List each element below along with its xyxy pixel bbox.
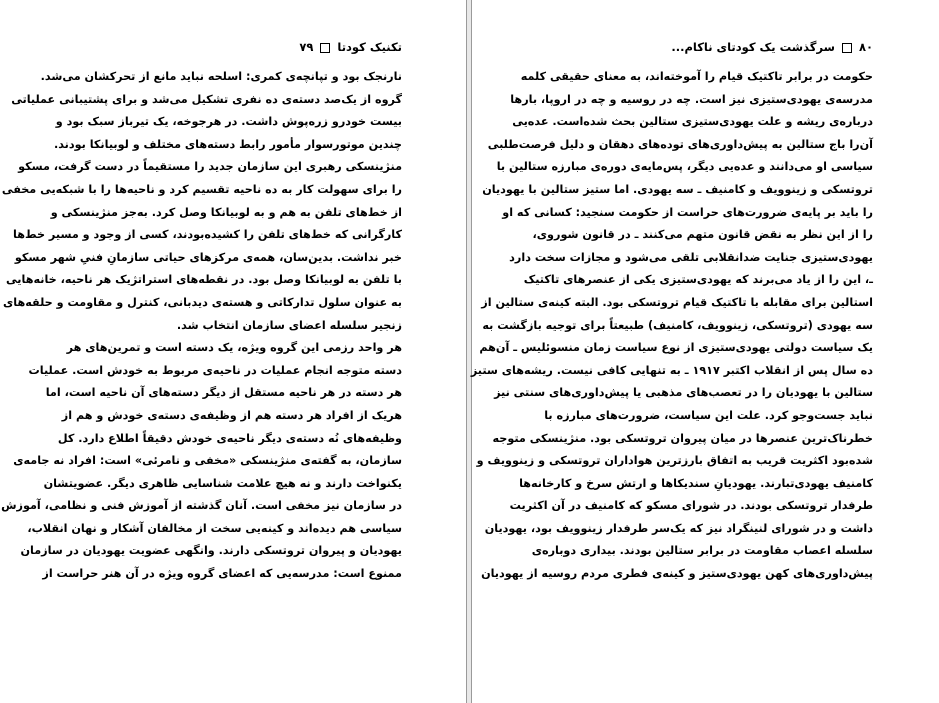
text-line: یک سیاست دولتی یهودی‌ستیزی از نوع سیاست زمان منسوئلیس ـ آن‌هم: [479, 341, 873, 355]
text-line: سه یهودی (تروتسکی، زینوویف، کامنیف) طبیعتاً برای توجیه بازگشت به: [482, 318, 873, 332]
text-line: گروه از یک‌صد دسته‌ی ده نفری تشکیل می‌شد و برای پشتیبانی عملیاتی: [11, 92, 402, 106]
text-line: آن‌را باج ستالین به پیش‌داوری‌های توده‌های دهقان و دلیل فرصت‌طلبی: [487, 137, 873, 151]
text-line: نباید جست‌وجو کرد. علت این سیاست، ضرورت‌های مبارزه با: [544, 408, 873, 422]
text-line: دسته متوجه انجام عملیات در ناحیه‌ی مربوط به خودش است. عملیات: [28, 363, 402, 377]
text-line: در سازمان نیز مخفی است. آنان گذشته از آموزش فنی و نظامی، آموزش: [1, 499, 402, 513]
text-line: طرفدار تروتسکی بودند. در شورای مسکو که کامنیف در آن اکثریت: [509, 499, 873, 513]
text-line: استالین برای مقابله با تاکتیک قیام تروتسکی بود. البته کینه‌ی ستالین از: [481, 295, 873, 309]
separator-box-icon: [842, 43, 852, 53]
text-line: سیاسی او می‌دانند و عده‌یی دیگر، پس‌مایه‌ی دوره‌ی مبارزه ستالین با: [496, 160, 873, 174]
text-line: هریک از افراد هر دسته هم از وظیفه‌ی دسته‌ی خودش و هم از: [61, 408, 402, 422]
text-line: ـ، این را از یاد می‌برند که یهودی‌ستیزی یکی از عنصرهای تاکتیک: [523, 273, 873, 287]
text-line: مدرسه‌ی یهودی‌ستیزی نیز است. چه در روسیه و چه در اروپا، بارها: [510, 92, 873, 106]
text-line: هر دسته در هر ناحیه مستقل از دیگر دسته‌های آن ناحیه است، اما: [45, 386, 402, 400]
text-line: منژینسکی رهبری این سازمان جدید را مستقیماً در دست گرفت، مسکو: [18, 160, 402, 174]
text-line: درباره‌ی ریشه و علت یهودی‌ستیزی ستالین بحث شده‌است. عده‌یی: [512, 115, 873, 129]
text-line: ده سال پس از انقلاب اکتبر ۱۹۱۷ ـ به تنهایی کافی نیست. ریشه‌های ستیز: [470, 363, 873, 377]
text-line: را باید بر پایه‌ی ضرورت‌های حراست از حکومت سنجید: کسانی که او: [502, 205, 873, 219]
text-line: سلسله اعصاب مقاومت در برابر ستالین بودند. بیداری دوباره‌ی: [531, 544, 873, 558]
text-line: خبر نداشت. بدین‌سان، همه‌ی مرکزهای حیاتی سازمانِ فنیِ شهر مسکو: [14, 250, 402, 264]
text-line: خطرناک‌ترین عنصرها در میان پیروان تروتسکی بود. منژینسکی متوجه: [492, 431, 873, 445]
text-line: از خط‌های تلفن به هم و به لوبیانکا وصل کرد. به‌جز منژینسکی و: [50, 205, 402, 219]
text-line: تروتسکی و زینوویف و کامنیف ـ سه یهودی. اما ستیز ستالین با یهودیان: [482, 182, 873, 196]
text-line: پیش‌داوری‌های کهن یهودی‌ستیز و کینه‌ی فطری مردم روسیه از یهودیان: [481, 567, 873, 581]
text-line: هر واحد رزمی این گروه ویژه، یک دسته است و تمرین‌های هر: [66, 341, 402, 355]
separator-box-icon: [320, 43, 330, 53]
left-page: [0, 0, 467, 703]
text-line: وظیفه‌های نُه دسته‌ی دیگر ناحیه‌ی خودش دقیقاً اطلاع دارد. کل: [57, 431, 402, 445]
right-page-body: [470, 66, 873, 586]
text-line: شده‌بود اکثریت قریب به اتفاق بارزترین هواداران تروتسکی و زینوویف و: [476, 454, 873, 468]
text-line: نارنجک بود و تپانچه‌ی کمری: اسلحه نباید مانع از تحرکشان می‌شد.: [40, 70, 402, 83]
text-line: حکومت در برابر تاکتیک قیام را آموخته‌اند، به معنای حقیقی کلمه: [520, 70, 873, 83]
left-page-title: تکنیک کودتا: [337, 40, 402, 54]
text-line: بیست خودرو زره‌پوش داشت. در هرجوخه، یک تیرباز سبک بود و: [55, 115, 402, 129]
right-page-header: [671, 40, 873, 54]
left-page-header: [299, 40, 402, 54]
left-page-number: ۷۹: [299, 40, 314, 54]
text-line: سیاسی هم دیده‌اند و کینه‌یی سخت از مخالفان آشکار و نهان انقلاب،: [27, 521, 402, 535]
text-line: کامنیف یهودی‌تبارند. یهودیانِ سندیکاها و ارتش سرخ و کارخانه‌ها: [519, 476, 873, 490]
right-page: [471, 0, 939, 703]
right-page-number: ۸۰: [858, 40, 873, 54]
text-line: با تلفن به لوبیانکا وصل بود. در نقطه‌های استراتژیک هر ناحیه، خانه‌هایی: [5, 273, 402, 287]
text-line: یهودی‌ستیزی جنایت ضدانقلابی تلقی می‌شود و مجازات سخت دارد: [509, 250, 873, 264]
text-line: یهودیان و پیروان تروتسکی دارند. وانگهی عضویت یهودیان در سازمان: [20, 544, 402, 558]
text-line: به عنوان سلول تدارکاتی و هسته‌ی دیدبانی، کنترل و مقاومت و حلقه‌های: [3, 295, 402, 309]
text-line: کارگرانی که خط‌های تلفن را کشیده‌بودند، کسی از وجود و مسیر خط‌ها: [13, 228, 402, 242]
text-line: را از این نظر به نقض قانون متهم می‌کنند ـ در قانون شوروی،: [532, 228, 873, 242]
text-line: داشت و در شورای لنینگراد نیز که یک‌سر طرفدار زینوویف بود، یهودیان: [484, 521, 873, 535]
text-line: یکنواخت دارند و نه هیچ علامت شناسایی ظاهری دیگر. عضویتشان: [43, 476, 402, 490]
text-line: چندین موتورسوار مأمور رابط دسته‌های مختلف و لوبیانکا بودند.: [53, 137, 402, 151]
text-line: زنجیر سلسله اعضای سازمان انتخاب شد.: [176, 318, 402, 332]
text-line: ممنوع است: مدرسه‌یی که اعضای گروه ویژه در آن هنر حراست از: [42, 567, 402, 581]
left-page-body: [1, 66, 402, 586]
right-page-title: سرگذشت یک کودتای ناکام...: [671, 40, 835, 54]
text-line: را برای سهولت کار به ده ناحیه تقسیم کرد و ناحیه‌ها را با شبکه‌یی مخفی: [1, 182, 402, 196]
text-line: ستالین با یهودیان را در تعصب‌های مذهبی یا پیش‌داوری‌های سنتی نیز: [494, 386, 873, 400]
text-line: سازمان، به گفته‌ی منژینسکی «مخفی و نامرئی» است: افراد نه جامه‌ی: [13, 454, 402, 468]
